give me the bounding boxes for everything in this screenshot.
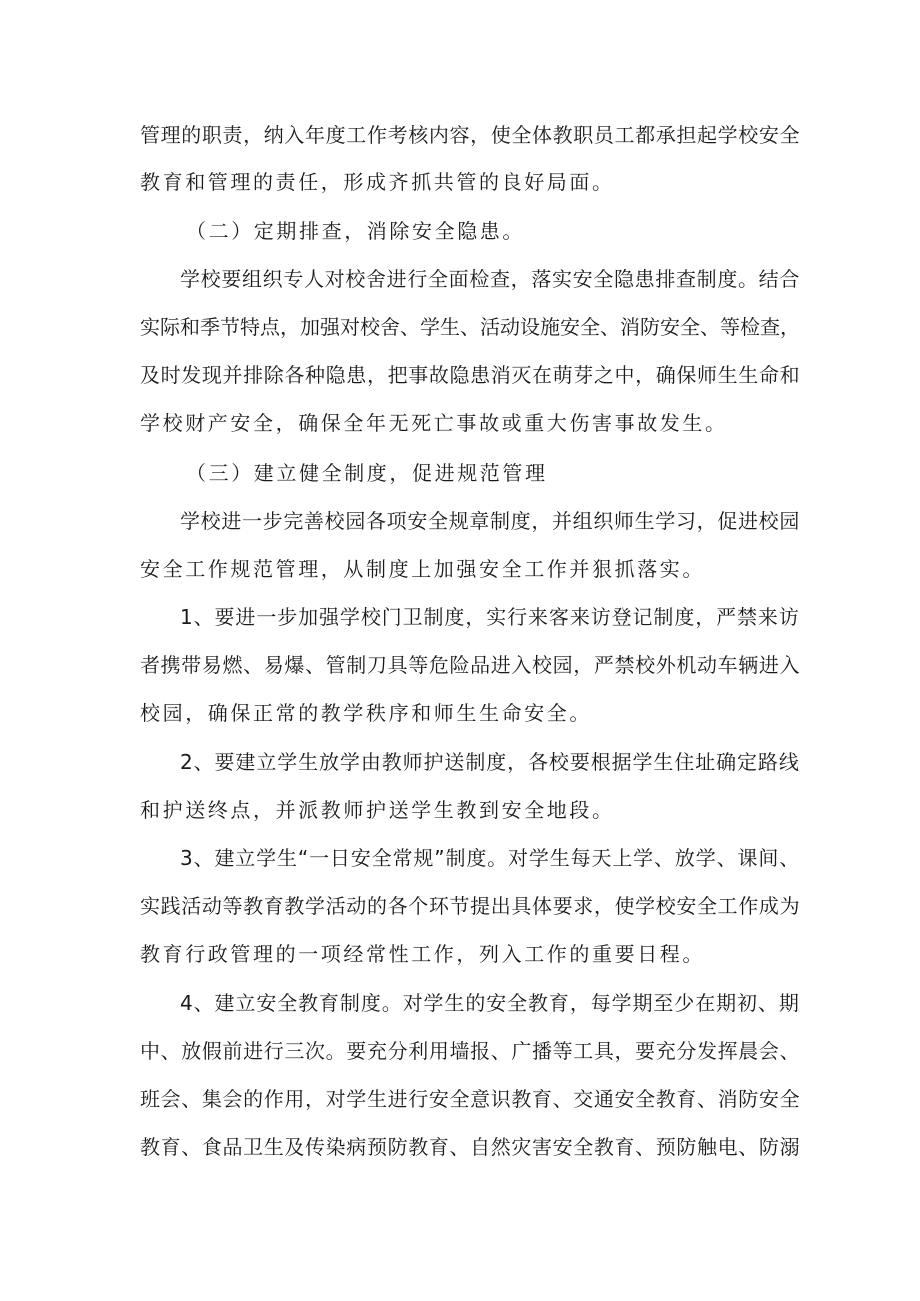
list-item-first-line: 3、建立学生“一日安全常规”制度。对学生每天上学、放学、课间、: [180, 846, 801, 870]
paragraph-first-line: 学校进一步完善校园各项安全规章制度，并组织师生学习，促进校园: [180, 509, 800, 533]
body-text-line: 班会、集会的作用，对学生进行安全意识教育、交通安全教育、消防安全: [140, 1087, 801, 1111]
body-text-line: 学校财产安全，确保全年无死亡事故或重大伤害事故发生。: [140, 411, 728, 435]
body-text-line: 中、放假前进行三次。要充分利用墙报、广播等工具，要充分发挥晨会、: [140, 1039, 801, 1063]
body-text-line: 管理的职责，纳入年度工作考核内容，使全体教职员工都承担起学校安全: [140, 123, 801, 147]
body-text-line: 校园，确保正常的教学秩序和师生生命安全。: [140, 701, 592, 725]
list-item-first-line: 2、要建立学生放学由教师护送制度，各校要根据学生住址确定路线: [180, 750, 800, 774]
list-item-first-line: 4、建立安全教育制度。对学生的安全教育，每学期至少在期初、期: [180, 991, 800, 1015]
body-text-line: 实践活动等教育教学活动的各个环节提出具体要求，使学校安全工作成为: [140, 894, 801, 918]
body-text-line: 教育行政管理的一项经常性工作，列入工作的重要日程。: [140, 942, 705, 966]
list-item-first-line: 1、要进一步加强学校门卫制度，实行来客来访登记制度，严禁来访: [180, 605, 800, 629]
body-text-line: 教育和管理的责任，形成齐抓共管的良好局面。: [140, 170, 615, 194]
body-text-line: 教育、食品卫生及传染病预防教育、自然灾害安全教育、预防触电、防溺: [140, 1135, 801, 1159]
body-text-line: 实际和季节特点，加强对校舍、学生、活动设施安全、消防安全、等检查，: [140, 315, 800, 339]
section-heading: （三）建立健全制度，促进规范管理: [186, 461, 548, 485]
paragraph-first-line: 学校要组织专人对校舍进行全面检查，落实安全隐患排查制度。结合: [180, 267, 800, 291]
body-text-line: 和护送终点，并派教师护送学生教到安全地段。: [140, 798, 615, 822]
body-text-line: 安全工作规范管理，从制度上加强安全工作并狠抓落实。: [140, 557, 705, 581]
section-heading: （二）定期排查，消除安全隐患。: [186, 219, 525, 243]
body-text-line: 及时发现并排除各种隐患，把事故隐患消灭在萌芽之中，确保师生生命和: [140, 363, 801, 387]
body-text-line: 者携带易燃、易爆、管制刀具等危险品进入校园，严禁校外机动车辆进入: [140, 653, 801, 677]
